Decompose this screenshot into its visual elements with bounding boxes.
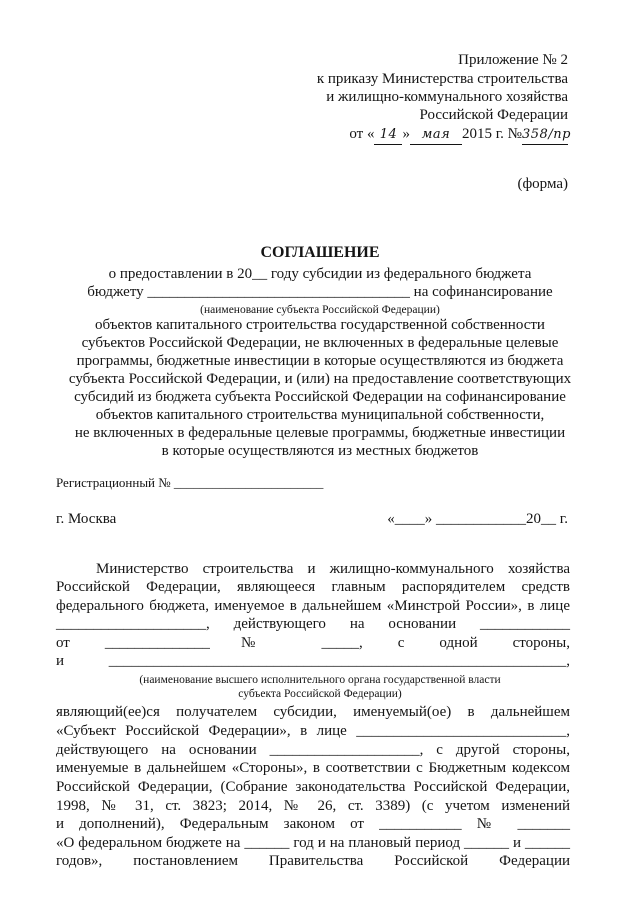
- document-title: СОГЛАШЕНИЕ: [260, 244, 380, 261]
- title-line-10: в которые осуществляются из местных бюджетов: [161, 443, 479, 459]
- order-date-line: от « 14 » мая 2015 г. №358/пр: [349, 125, 568, 145]
- title-line-4: субъектов Российской Федерации, не включенных в федеральные целевые: [81, 335, 559, 351]
- body-line-1: Министерство строительства и жилищно-коммунального хозяйства: [96, 561, 570, 577]
- title-line-2: бюджету ___________________________________ на софинансирование: [87, 284, 553, 300]
- registration-number: Регистрационный № _______________________: [56, 475, 324, 490]
- body-line-6: и _____________________________________________________________,: [56, 653, 570, 669]
- caption-executive-body: (наименование высшего исполнительного органа государственной власти: [139, 674, 501, 686]
- body-line-15: годов», постановлением Правительства Российской Федерации: [56, 853, 570, 869]
- body-line-7: являющий(ее)ся получателем субсидии, именуемый(ое) в дальнейшем: [56, 704, 570, 720]
- body-line-2: Российской Федерации, являющееся главным распорядителем средств: [56, 579, 570, 595]
- title-line-6: субъекта Российской Федерации, и (или) на предоставление соответствующих: [68, 371, 572, 387]
- form-label: (форма): [517, 176, 568, 192]
- body-line-5: от ______________№ _____, с одной стороны,: [56, 635, 570, 651]
- body-line-9: действующего на основании ____________________, с другой стороны,: [56, 742, 570, 758]
- date-year: 2015 г. №: [461, 126, 522, 142]
- body-line-10: именуемые в дальнейшем «Стороны», в соответствии с Бюджетным кодексом: [56, 760, 570, 776]
- ministry-line: и жилищно-коммунального хозяйства: [326, 89, 568, 105]
- caption-executive-body-2: субъекта Российской Федерации): [238, 688, 402, 700]
- handwritten-day: 14: [374, 126, 402, 145]
- date-prefix: от «: [349, 126, 375, 142]
- appendix-number: Приложение № 2: [458, 52, 568, 68]
- city: г. Москва: [56, 511, 117, 527]
- body-line-13: и дополнений), Федеральным законом от ___________ № _______: [56, 816, 570, 832]
- handwritten-month: мая: [410, 126, 462, 145]
- title-line-3: объектов капитального строительства государственной собственности: [95, 317, 545, 333]
- handwritten-order-number: 358/пр: [522, 126, 568, 145]
- title-line-8: объектов капитального строительства муниципальной собственности,: [95, 407, 545, 423]
- title-line-5: программы, бюджетные инвестиции в которые осуществляются из бюджета: [76, 353, 564, 369]
- country-line: Российской Федерации: [419, 107, 568, 123]
- caption-subject-name: (наименование субъекта Российской Федерации): [200, 304, 440, 316]
- body-line-4: ____________________, действующего на основании ____________: [56, 616, 570, 632]
- order-reference: к приказу Министерства строительства: [316, 71, 568, 87]
- body-line-11: Российской Федерации, (Собрание законодательства Российской Федерации,: [56, 779, 570, 795]
- body-line-12: 1998, № 31, ст. 3823; 2014, № 26, ст. 3389) (с учетом изменений: [56, 798, 570, 814]
- body-line-14: «О федеральном бюджете на ______ год и на плановый период ______ и ______: [56, 835, 570, 851]
- title-line-7: субсидий из бюджета субъекта Российской Федерации на софинансирование: [74, 389, 566, 405]
- title-line-9: не включенных в федеральные целевые программы, бюджетные инвестиции: [74, 425, 566, 441]
- body-line-3: федерального бюджета, именуемое в дальнейшем «Минстрой России», в лице: [56, 598, 570, 614]
- title-line-1: о предоставлении в 20__ году субсидии из федерального бюджета: [108, 266, 532, 282]
- body-line-8: «Субъект Российской Федерации», в лице ____________________________,: [56, 723, 570, 739]
- agreement-date-blank: «____» ____________20__ г.: [387, 511, 568, 527]
